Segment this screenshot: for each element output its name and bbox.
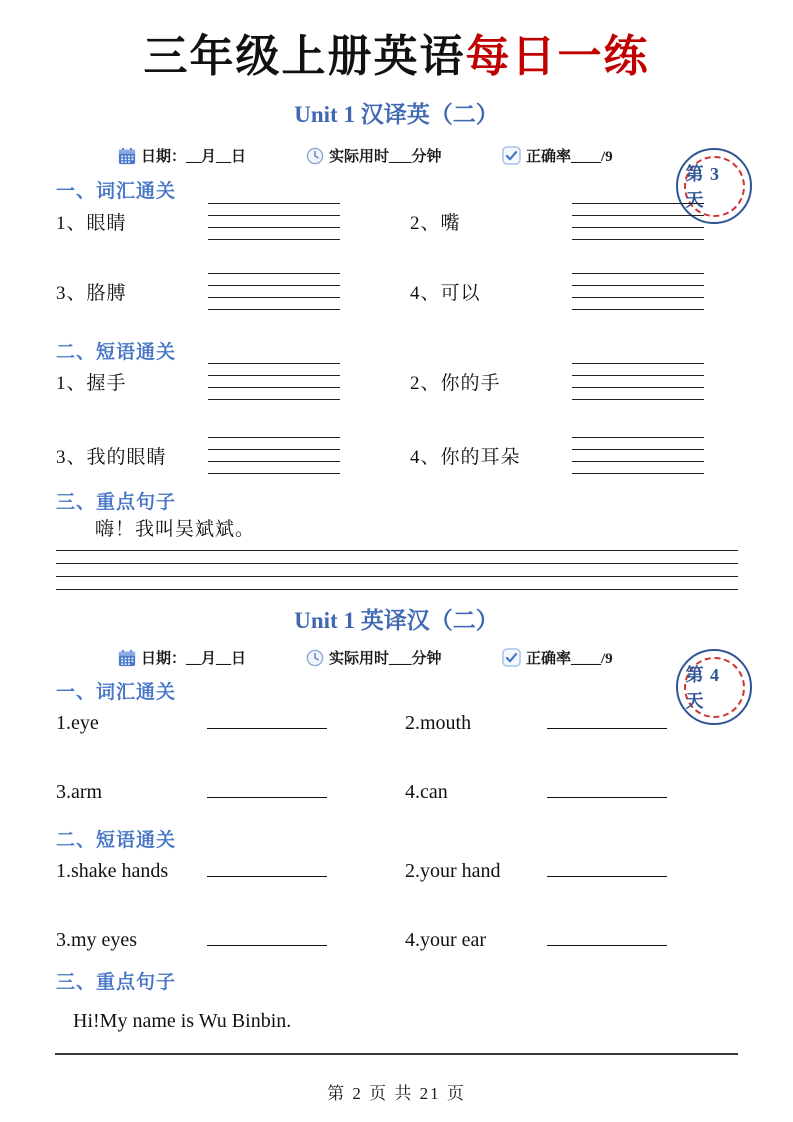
part2-time-label: 实际用时___分钟	[329, 651, 442, 667]
part2-time-field	[306, 647, 502, 668]
answer-blank-line	[207, 728, 327, 729]
part2-sentence-heading: 三、重点句子	[56, 972, 177, 993]
part2-sentence-text: Hi!My name is Wu Binbin.	[73, 1010, 292, 1032]
answer-writing-lines	[572, 273, 704, 310]
part2-info-row	[118, 647, 613, 668]
vocab-item-label: 2.mouth	[405, 712, 472, 734]
part1-vocab-heading: 一、词汇通关	[56, 181, 177, 202]
checkbox-icon	[502, 648, 521, 667]
phrase-item-label: 3.my eyes	[56, 929, 138, 951]
vocab-item-label: 4.can	[405, 781, 448, 803]
part1-accuracy-label: 正确率____/9	[526, 149, 613, 165]
answer-blank-line	[547, 945, 667, 946]
part1-phrase-heading: 二、短语通关	[56, 342, 177, 363]
vocab-item-label: 3、胳膊	[56, 282, 127, 304]
answer-writing-lines	[572, 437, 704, 474]
answer-writing-lines	[208, 203, 340, 240]
checkbox-icon	[502, 146, 521, 165]
part1-accuracy-field	[502, 145, 613, 166]
page-number-footer: 第 2 页 共 21 页	[327, 1084, 466, 1103]
vocab-item-label: 4、可以	[410, 282, 481, 304]
part1-date-field	[118, 145, 306, 166]
answer-blank-line	[207, 797, 327, 798]
answer-writing-lines	[572, 363, 704, 400]
phrase-item-label: 1、握手	[56, 372, 127, 394]
part2-accuracy-label: 正确率____/9	[526, 651, 613, 667]
answer-blank-line	[547, 797, 667, 798]
part1-sentence-heading: 三、重点句子	[56, 492, 177, 513]
part1-vocab-row-1	[56, 198, 737, 244]
answer-writing-lines	[208, 363, 340, 400]
answer-blank-line	[547, 728, 667, 729]
part2-phrase-heading: 二、短语通关	[56, 830, 177, 851]
vocab-item-label: 1、眼睛	[56, 212, 127, 234]
clock-icon	[306, 147, 324, 165]
answer-blank-line	[207, 876, 327, 877]
vocab-item-label: 3.arm	[56, 781, 103, 803]
calendar-icon	[118, 649, 136, 667]
part2-vocab-row-1	[56, 712, 737, 735]
answer-blank-line	[207, 945, 327, 946]
page-title	[0, 20, 793, 84]
part2-date-field	[118, 647, 306, 668]
vocab-item-label: 1.eye	[56, 712, 99, 734]
phrase-item-label: 4.your ear	[405, 929, 487, 951]
part2-phrase-row-1	[56, 860, 737, 883]
part2-vocab-row-2	[56, 781, 737, 804]
answer-writing-lines	[208, 437, 340, 474]
part2-subtitle: Unit 1 英译汉（二）	[294, 608, 499, 633]
day-4-badge-label: 第 4 天	[684, 657, 745, 718]
phrase-item-label: 1.shake hands	[56, 860, 169, 882]
part1-time-label: 实际用时___分钟	[329, 149, 442, 165]
answer-writing-lines	[208, 273, 340, 310]
part1-sentence-text: 嗨！我叫吴斌斌。	[95, 519, 256, 540]
sentence-writing-lines	[56, 550, 738, 590]
part1-subtitle: Unit 1 汉译英（二）	[294, 102, 499, 127]
calendar-icon	[118, 147, 136, 165]
clock-icon	[306, 649, 324, 667]
vocab-item-label: 2、嘴	[410, 212, 461, 234]
part1-info-row	[118, 145, 613, 166]
part2-date-label: 日期：__月__日	[141, 651, 247, 667]
day-3-badge-label: 第 3 天	[684, 156, 745, 217]
part1-phrase-row-1	[56, 358, 737, 404]
phrase-item-label: 3、我的眼睛	[56, 446, 167, 468]
part2-accuracy-field	[502, 647, 613, 668]
answer-writing-lines	[572, 203, 704, 240]
page-title-black: 三年级上册英语	[143, 32, 466, 81]
part1-date-label: 日期：__月__日	[141, 149, 247, 165]
part1-phrase-row-2	[56, 432, 737, 478]
part2-vocab-heading: 一、词汇通关	[56, 682, 177, 703]
part1-vocab-row-2	[56, 268, 737, 314]
phrase-item-label: 4、你的耳朵	[410, 446, 521, 468]
page-title-red: 每日一练	[465, 32, 650, 81]
phrase-item-label: 2、你的手	[410, 372, 501, 394]
phrase-item-label: 2.your hand	[405, 860, 501, 882]
sentence-answer-line	[55, 1053, 738, 1055]
part1-time-field	[306, 145, 502, 166]
answer-blank-line	[547, 876, 667, 877]
part2-phrase-row-2	[56, 929, 737, 952]
